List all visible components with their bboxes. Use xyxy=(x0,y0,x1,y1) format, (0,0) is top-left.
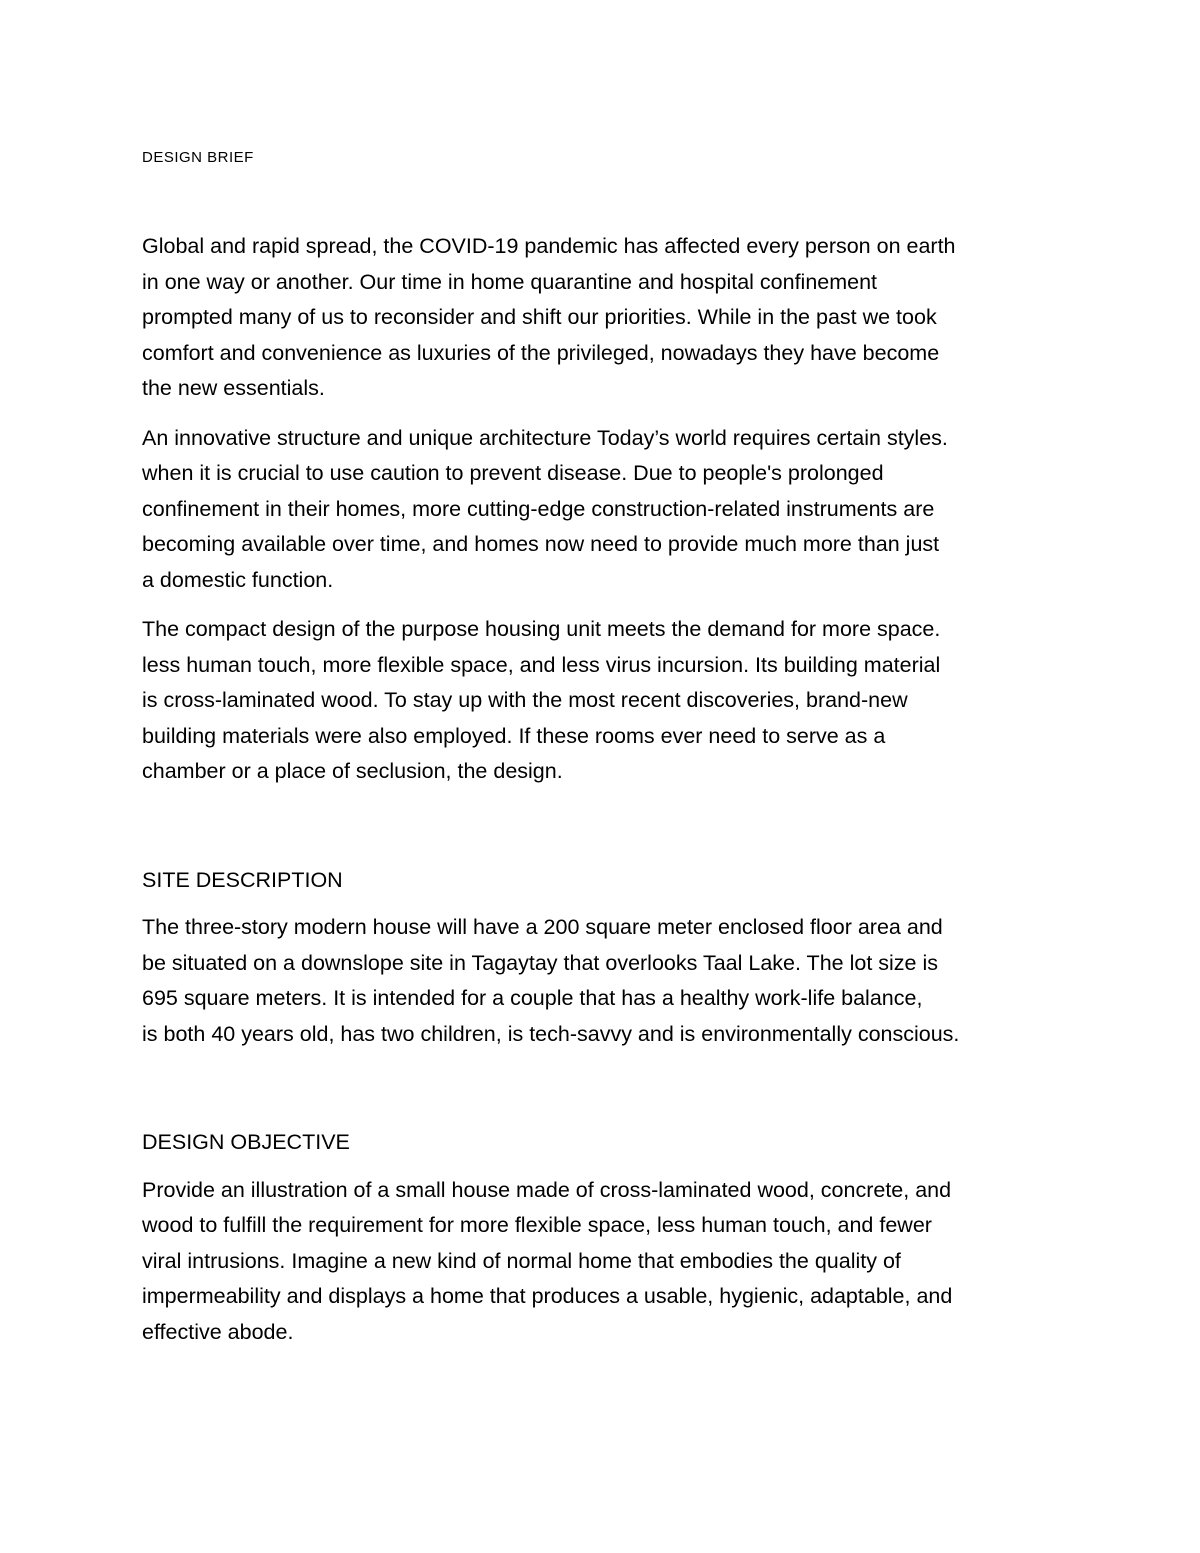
design-brief-title: DESIGN BRIEF xyxy=(142,149,254,166)
text-line: The three-story modern house will have a 200 square meter enclosed floor area and xyxy=(142,915,943,939)
text-line: a domestic function. xyxy=(142,567,334,592)
text-line: becoming available over time, and homes now need to provide much more than just xyxy=(142,532,940,556)
text-line: The compact design of the purpose housing unit meets the demand for more space. xyxy=(142,617,941,641)
text-line: confinement in their homes, more cutting-edge construction-related instruments are xyxy=(142,496,935,521)
text-line: building materials were also employed. If these rooms ever need to serve as a xyxy=(142,723,886,748)
text-line: Global and rapid spread, the COVID-19 pandemic has affected every person on earth xyxy=(142,234,956,258)
design-objective-heading: DESIGN OBJECTIVE xyxy=(142,1130,350,1154)
design-brief-paragraph-3 xyxy=(142,612,1062,790)
text-line: 695 square meters. It is intended for a couple that has a healthy work-life balance, xyxy=(142,986,923,1010)
design-brief-paragraph-1 xyxy=(142,229,1062,407)
design-brief-paragraph-2 xyxy=(142,421,1062,599)
text-line: in one way or another. Our time in home quarantine and hospital confinement xyxy=(142,269,878,294)
text-line: prompted many of us to reconsider and shift our priorities. While in the past we took xyxy=(142,305,937,329)
text-line: be situated on a downslope site in Tagaytay that overlooks Taal Lake. The lot size is xyxy=(142,950,938,975)
text-line: impermeability and displays a home that produces a usable, hygienic, adaptable, and xyxy=(142,1284,953,1308)
text-line: viral intrusions. Imagine a new kind of normal home that embodies the quality of xyxy=(142,1248,901,1273)
text-line: when it is crucial to use caution to prevent disease. Due to people's prolonged xyxy=(142,461,884,485)
text-line: chamber or a place of seclusion, the design. xyxy=(142,759,563,783)
text-line: is cross-laminated wood. To stay up with the most recent discoveries, brand-new xyxy=(142,688,908,712)
text-line: is both 40 years old, has two children, is tech-savvy and is environmentally conscious. xyxy=(142,1021,960,1046)
site-description-paragraph xyxy=(142,910,1062,1052)
site-description-heading: SITE DESCRIPTION xyxy=(142,867,343,892)
text-line: the new essentials. xyxy=(142,376,325,400)
design-objective-paragraph xyxy=(142,1173,1062,1351)
text-line: wood to fulfill the requirement for more flexible space, less human touch, and fewer xyxy=(142,1213,932,1237)
text-line: less human touch, more flexible space, and less virus incursion. Its building material xyxy=(142,652,941,677)
text-line: An innovative structure and unique architecture Today’s world requires certain styles. xyxy=(142,425,948,450)
text-line: effective abode. xyxy=(142,1319,294,1344)
document-body xyxy=(142,142,1062,1350)
text-line: comfort and convenience as luxuries of the privileged, nowadays they have become xyxy=(142,340,940,365)
text-line: Provide an illustration of a small house made of cross-laminated wood, concrete, and xyxy=(142,1177,952,1202)
